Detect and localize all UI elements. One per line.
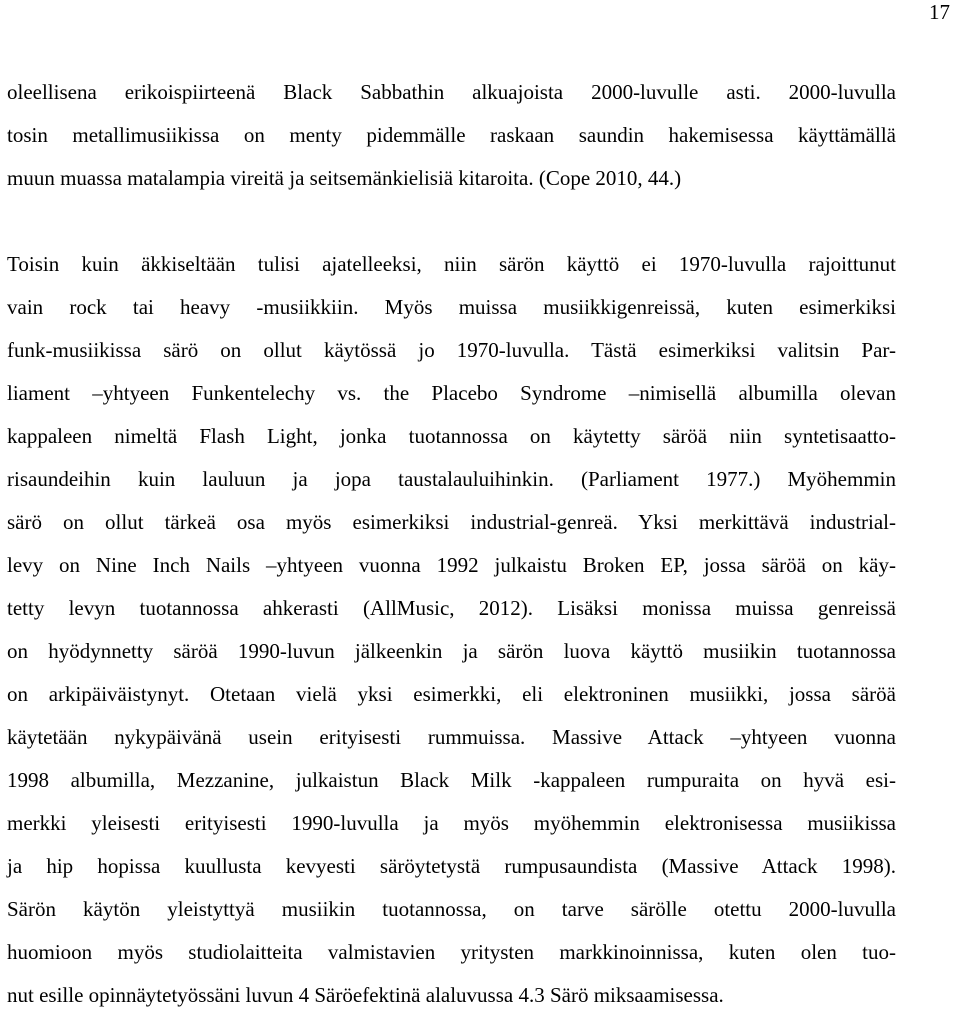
text-line: 1998 albumilla, Mezzanine, julkaistun Black Milk -kappaleen rumpuraita on hyvä esi- <box>7 768 896 792</box>
text-line: merkki yleisesti erityisesti 1990-luvulla ja myös myöhemmin elektronisessa musiikissa <box>7 811 896 835</box>
page-number: 17 <box>929 0 950 24</box>
text-line: funk-musiikissa särö on ollut käytössä jo 1970-luvulla. Tästä esimerkiksi valitsin Par- <box>7 338 896 362</box>
text-line: on hyödynnetty säröä 1990-luvun jälkeenkin ja särön luova käyttö musiikin tuotannossa <box>7 639 896 663</box>
text-line: risaundeihin kuin lauluun ja jopa taustalauluihinkin. (Parliament 1977.) Myöhemmin <box>7 467 896 491</box>
text-line: liament –yhtyeen Funkentelechy vs. the Placebo Syndrome –nimisellä albumilla olevan <box>7 381 896 405</box>
text-line: käytetään nykypäivänä usein erityisesti rummuissa. Massive Attack –yhtyeen vuonna <box>7 725 896 749</box>
text-line: Särön käytön yleistyttyä musiikin tuotannossa, on tarve särölle otettu 2000-luvulla <box>7 897 896 921</box>
text-line: nut esille opinnäytetyössäni luvun 4 Säröefektinä alaluvussa 4.3 Särö miksaamisessa. <box>7 983 724 1007</box>
text-line: kappaleen nimeltä Flash Light, jonka tuotannossa on käytetty säröä niin syntetisaatto- <box>7 424 896 448</box>
text-line: levy on Nine Inch Nails –yhtyeen vuonna 1992 julkaistu Broken EP, jossa säröä on käy- <box>7 553 896 577</box>
text-line: muun muassa matalampia vireitä ja seitsemänkielisiä kitaroita. (Cope 2010, 44.) <box>7 166 682 190</box>
text-line: tosin metallimusiikissa on menty pidemmälle raskaan saundin hakemisessa käyttämällä <box>7 123 896 147</box>
text-line: Toisin kuin äkkiseltään tulisi ajatelleeksi, niin särön käyttö ei 1970-luvulla rajoittunut <box>7 252 896 276</box>
text-line: särö on ollut tärkeä osa myös esimerkiksi industrial-genreä. Yksi merkittävä industrial- <box>7 510 896 534</box>
text-line: vain rock tai heavy -musiikkiin. Myös muissa musiikkigenreissä, kuten esimerkiksi <box>7 295 896 319</box>
text-line: ja hip hopissa kuullusta kevyesti säröytetystä rumpusaundista (Massive Attack 1998). <box>7 854 896 878</box>
text-line: on arkipäiväistynyt. Otetaan vielä yksi esimerkki, eli elektroninen musiikki, jossa säröä <box>7 682 896 706</box>
text-line: oleellisena erikoispiirteenä Black Sabbathin alkuajoista 2000-luvulle asti. 2000-luvulla <box>7 80 896 104</box>
text-line: tetty levyn tuotannossa ahkerasti (AllMusic, 2012). Lisäksi monissa muissa genreissä <box>7 596 896 620</box>
text-line: huomioon myös studiolaitteita valmistavien yritysten markkinoinnissa, kuten olen tuo- <box>7 940 896 964</box>
